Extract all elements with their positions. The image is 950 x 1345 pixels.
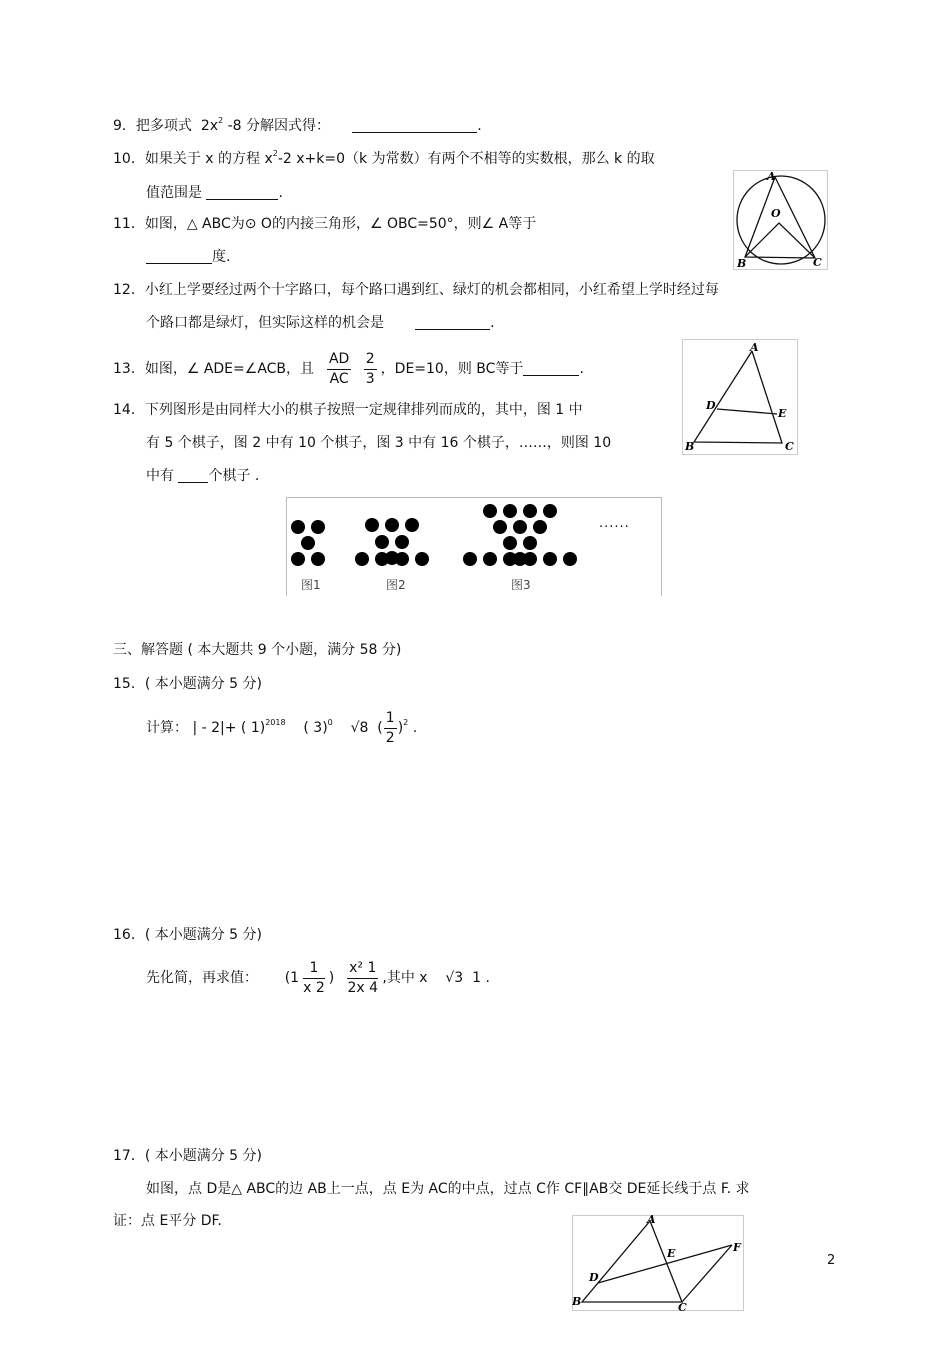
question-11-line2: 度. — [146, 248, 230, 266]
answer-blank[interactable] — [523, 361, 579, 376]
question-13: 13．如图，∠ ADE=∠ACB，且 $\frac{AD}{AC}$ $\frac{2}{3}$ ，DE=10，则 BC等于 . — [113, 350, 584, 387]
question-12-line2: 个路口都是绿灯，但实际这样的机会是 . — [146, 315, 495, 331]
ellipsis: ······ — [599, 520, 630, 535]
question-17-heading: 17．( 本小题满分 5 分) — [113, 1148, 262, 1164]
label-a: A — [647, 1215, 656, 1226]
page-number: 2 — [827, 1253, 836, 1268]
label-a: A — [767, 170, 776, 183]
question-16-heading: 16．( 本小题满分 5 分) — [113, 927, 262, 943]
label-e: E — [778, 407, 787, 420]
triangle-cf-figure — [572, 1215, 744, 1311]
chess-pattern-figure — [286, 497, 662, 596]
section-3-heading: 三、解答题 ( 本大题共 9 个小题，满分 58 分) — [113, 642, 402, 658]
label-f: F — [733, 1241, 741, 1254]
question-11: 11．如图，△ ABC为⊙ O的内接三角形，∠ OBC=50°，则∠ A等于 — [113, 216, 537, 232]
label-b: B — [737, 257, 747, 270]
question-15-heading: 15．( 本小题满分 5 分) — [113, 676, 262, 692]
question-12: 12．小红上学要经过两个十字路口，每个路口遇到红、绿灯的机会都相同，小红希望上学时经过每 — [113, 282, 719, 298]
label-c: C — [785, 440, 794, 453]
question-14: 14．下列图形是由同样大小的棋子按照一定规律排列而成的，其中，图 1 中 — [113, 402, 583, 418]
fraction-2-3: $\frac{2}{3}$ — [365, 350, 375, 387]
caption-fig3: 图3 — [511, 578, 531, 592]
answer-blank[interactable] — [352, 118, 477, 133]
label-b: B — [685, 440, 695, 453]
question-17-line2: 证：点 E平分 DF. — [113, 1213, 222, 1229]
caption-fig2: 图2 — [386, 578, 406, 592]
label-c: C — [678, 1301, 687, 1311]
label-d: D — [706, 399, 716, 412]
fraction-1-over-x-2: $\frac{1}{x 2}$ — [303, 959, 325, 996]
label-b: B — [572, 1295, 582, 1308]
answer-blank[interactable] — [178, 468, 208, 483]
answer-blank[interactable] — [206, 185, 278, 200]
question-14-line3: 中有 个棋子 . — [146, 468, 260, 484]
answer-blank[interactable] — [146, 249, 212, 264]
triangle-ade-figure — [682, 339, 798, 455]
question-16-expression: 先化简，再求值： (1 $\frac{1}{x 2}$ ) $\frac{\text{x² 1}}{2x 4}$ ,其中 x √3 1 . — [146, 959, 490, 996]
label-a: A — [750, 341, 759, 354]
label-d: D — [589, 1271, 599, 1284]
fraction-ad-ac: $\frac{AD}{AC}$ — [328, 350, 350, 387]
question-9: 9．把多项式 $2x^2$ -8 分解因式得： . — [113, 116, 482, 134]
answer-blank[interactable] — [415, 315, 490, 330]
fraction-half: $\frac{1}{2}$ — [385, 709, 395, 746]
label-e: E — [667, 1247, 676, 1260]
label-c: C — [813, 256, 822, 269]
question-14-line2: 有 5 个棋子，图 2 中有 10 个棋子，图 3 中有 16 个棋子，……，则图 10 — [146, 435, 612, 451]
caption-fig1: 图1 — [301, 578, 321, 592]
question-10-line2: 值范围是 . — [146, 185, 283, 201]
question-15-expression: 计算： | - 2|+ ( 1)$^{2018}$ ( 3)$^0$ √8 ( $\frac{1}{2}$ )$^2$ . — [146, 709, 418, 746]
question-10: 10．如果关于 x 的方程 $x^2-2$ x+k=0（k 为常数）有两个不相等的实数根，那么 k 的取 — [113, 149, 655, 167]
question-17-line1: 如图，点 D是△ ABC的边 AB上一点，点 E为 AC的中点，过点 C作 CF∥AB交 DE延长线于点 F. 求 — [146, 1181, 750, 1197]
circle-figure — [733, 170, 828, 270]
label-o: O — [771, 207, 781, 220]
fraction-x2-1-over-2x-4: $\frac{\text{x² 1}}{2x 4}$ — [347, 959, 379, 996]
